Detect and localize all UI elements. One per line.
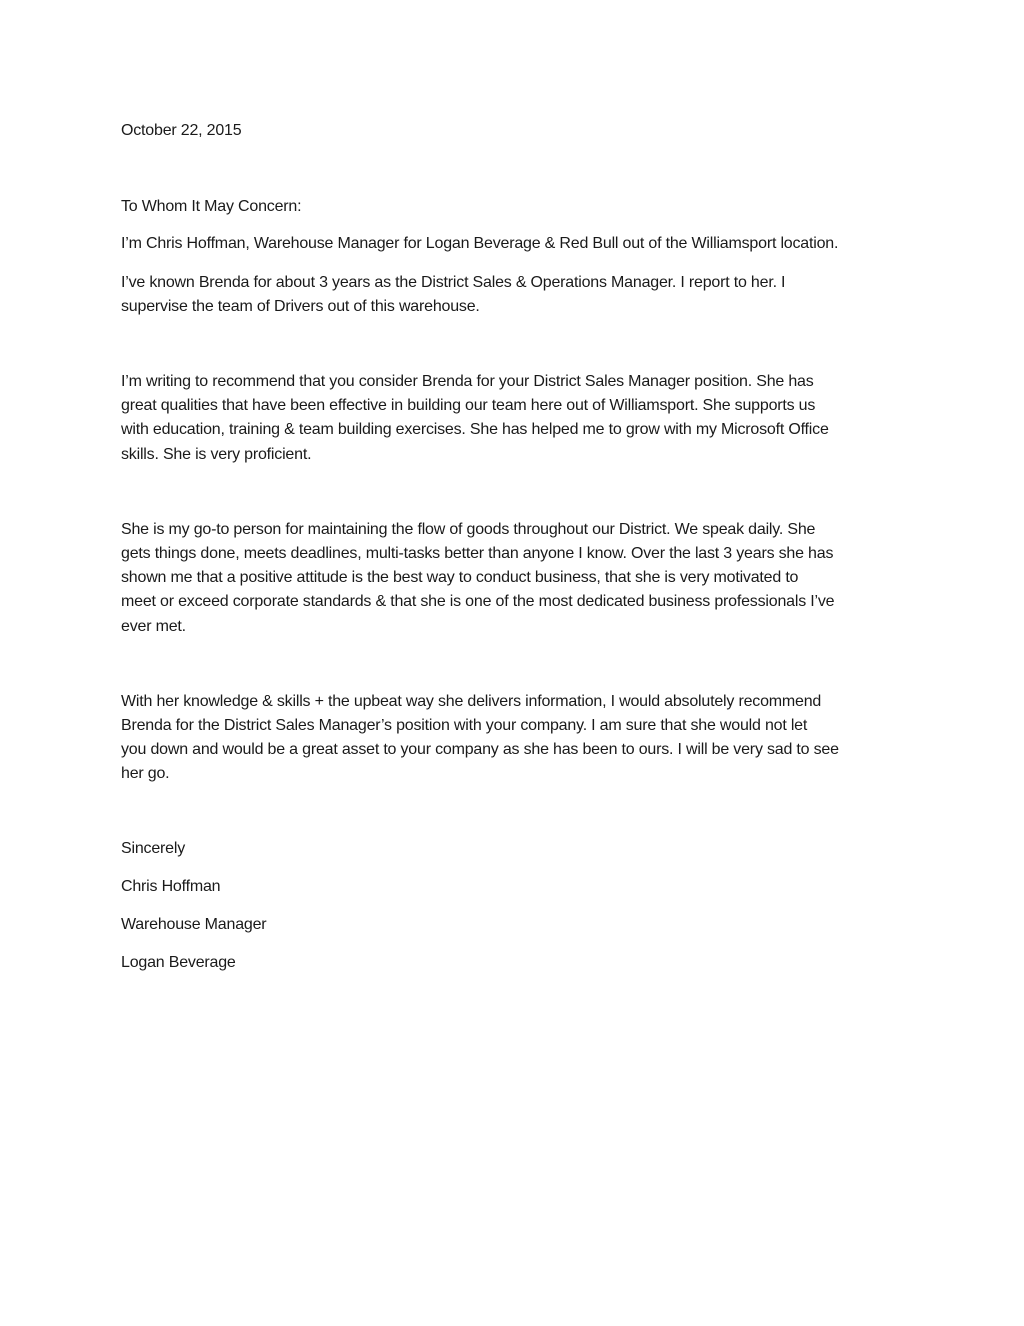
text-line: With her knowledge & skills + the upbeat way she delivers information, I would absolutely recommend [121,692,822,710]
text-line: I’m writing to recommend that you consider Brenda for your District Sales Manager position. She has [121,373,814,390]
recommendation-letter [121,120,906,974]
text-line: you down and would be a great asset to your company as she has been to ours. I will be very sad to see [121,741,839,759]
text-line: skills. She is very proficient. [121,445,312,463]
text-line: shown me that a positive attitude is the best way to conduct business, that she is very motivated to [121,569,799,587]
text-line: Brenda for the District Sales Manager’s position with your company. I am sure that she would not let [121,717,808,735]
letter-closing: Sincerely [121,839,186,857]
paragraph-recommendation [121,370,906,467]
signature-company: Logan Beverage [121,953,236,971]
paragraph-relationship [121,271,906,319]
signature-title: Warehouse Manager [121,915,267,933]
paragraph-conclusion [121,690,906,787]
signature-name: Chris Hoffman [121,877,221,895]
text-line: meet or exceed corporate standards & that she is one of the most dedicated business professionals I’ve [121,593,835,611]
text-line: great qualities that have been effective in building our team here out of Williamsport. She supports us [121,397,816,415]
text-line: I’m Chris Hoffman, Warehouse Manager for Logan Beverage & Red Bull out of the Williamsport location. [121,235,839,252]
letter-date: October 22, 2015 [121,122,242,139]
text-line: She is my go-to person for maintaining the flow of goods throughout our District. We speak daily. She [121,520,816,538]
text-line: supervise the team of Drivers out of this warehouse. [121,298,480,315]
letter-salutation: To Whom It May Concern: [121,198,302,215]
paragraph-introduction [121,233,906,255]
text-line: gets things done, meets deadlines, multi-tasks better than anyone I know. Over the last 3 years she has [121,545,834,563]
paragraph-reliability [121,518,906,639]
text-line: I’ve known Brenda for about 3 years as the District Sales & Operations Manager. I report to her. I [121,274,786,291]
text-line: with education, training & team building exercises. She has helped me to grow with my Microsoft Office [121,421,829,439]
text-line: ever met. [121,617,186,635]
text-line: her go. [121,765,170,783]
